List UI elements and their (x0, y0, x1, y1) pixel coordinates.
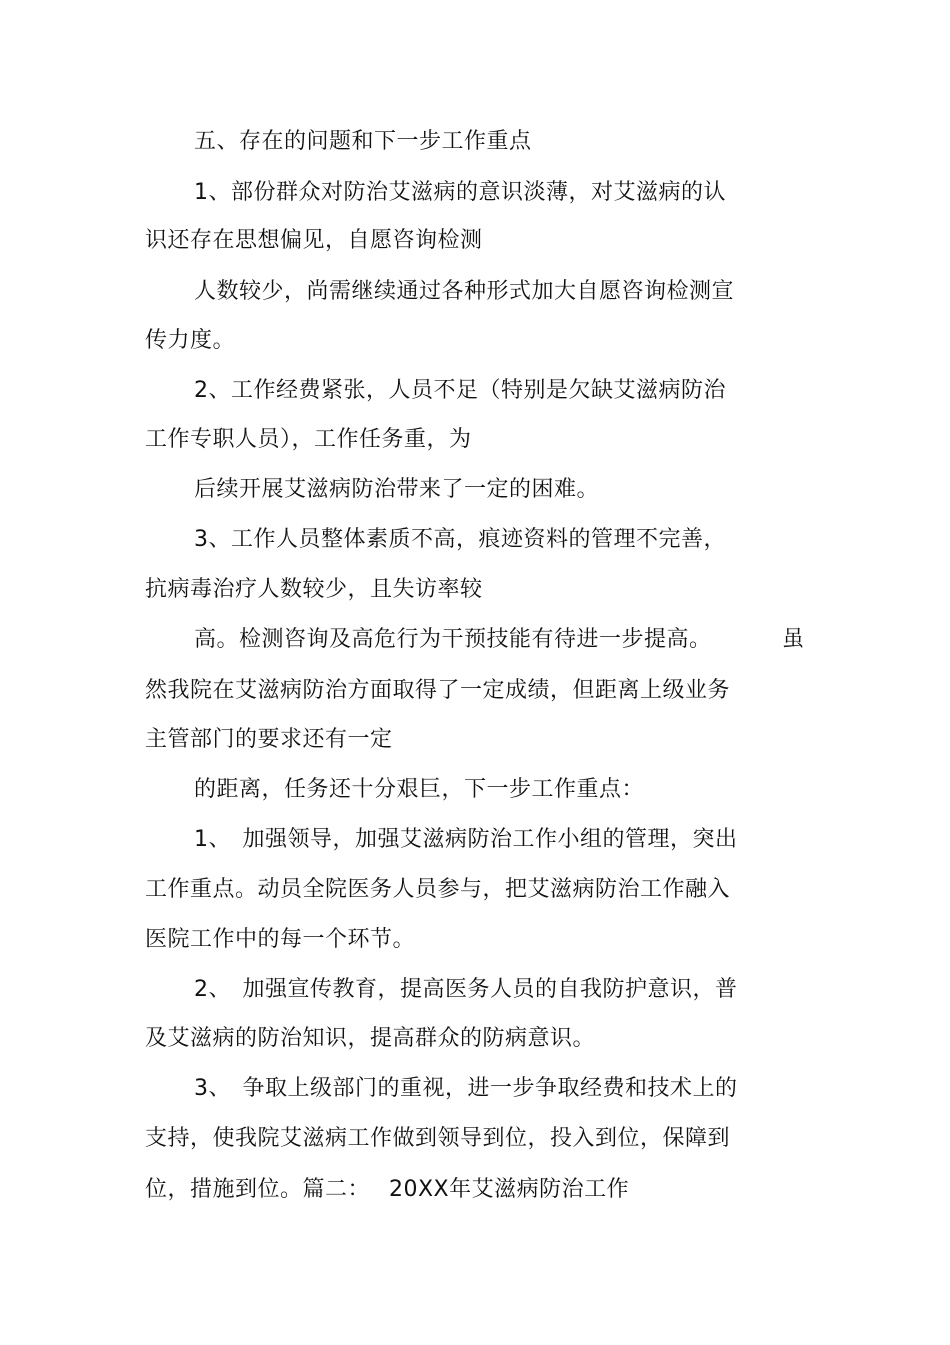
paragraph-line: 识还存在思想偏见，自愿咨询检测 (145, 228, 483, 253)
paragraph-line: 高。检测咨询及高危行为干预技能有待进一步提高。 (194, 627, 712, 652)
paragraph-line: 工作专职人员），工作任务重，为 (145, 427, 472, 452)
list-item-line: 医院工作中的每一个环节。 (145, 927, 416, 952)
list-item-line: 2、 加强宣传教育，提高医务人员的自我防护意识，普 (194, 977, 738, 1002)
paragraph-line: 传力度。 (145, 328, 236, 353)
list-item-line: 3、 争取上级部门的重视，进一步争取经费和技术上的 (194, 1076, 738, 1101)
list-item-line: 工作重点。动员全院医务人员参与，把艾滋病防治工作融入 (145, 877, 731, 902)
paragraph-line: 1、部份群众对防治艾滋病的意识淡薄，对艾滋病的认 (194, 180, 726, 205)
paragraph-fragment: 虽 (782, 627, 805, 652)
paragraph-line: 抗病毒治疗人数较少，且失访率较 (145, 577, 483, 602)
list-item-line: 支持，使我院艾滋病工作做到领导到位，投入到位，保障到 (145, 1126, 731, 1151)
paragraph-line: 3、工作人员整体素质不高，痕迹资料的管理不完善， (194, 527, 726, 552)
list-item-line: 位，措施到位。篇二： 20XX年艾滋病防治工作 (145, 1177, 630, 1202)
list-item-line: 及艾滋病的防治知识，提高群众的防病意识。 (145, 1026, 596, 1051)
paragraph-line: 人数较少，尚需继续通过各种形式加大自愿咨询检测宣 (194, 279, 735, 304)
paragraph-line: 的距离，任务还十分艰巨，下一步工作重点： (194, 777, 645, 802)
paragraph-line: 然我院在艾滋病防治方面取得了一定成绩，但距离上级业务 (145, 678, 731, 703)
paragraph-line: 后续开展艾滋病防治带来了一定的困难。 (194, 477, 600, 502)
paragraph-line: 2、工作经费紧张，人员不足（特别是欠缺艾滋病防治 (194, 378, 726, 403)
section-heading: 五、存在的问题和下一步工作重点 (194, 129, 532, 154)
list-item-line: 1、 加强领导，加强艾滋病防治工作小组的管理，突出 (194, 827, 738, 852)
paragraph-line: 主管部门的要求还有一定 (145, 727, 393, 752)
